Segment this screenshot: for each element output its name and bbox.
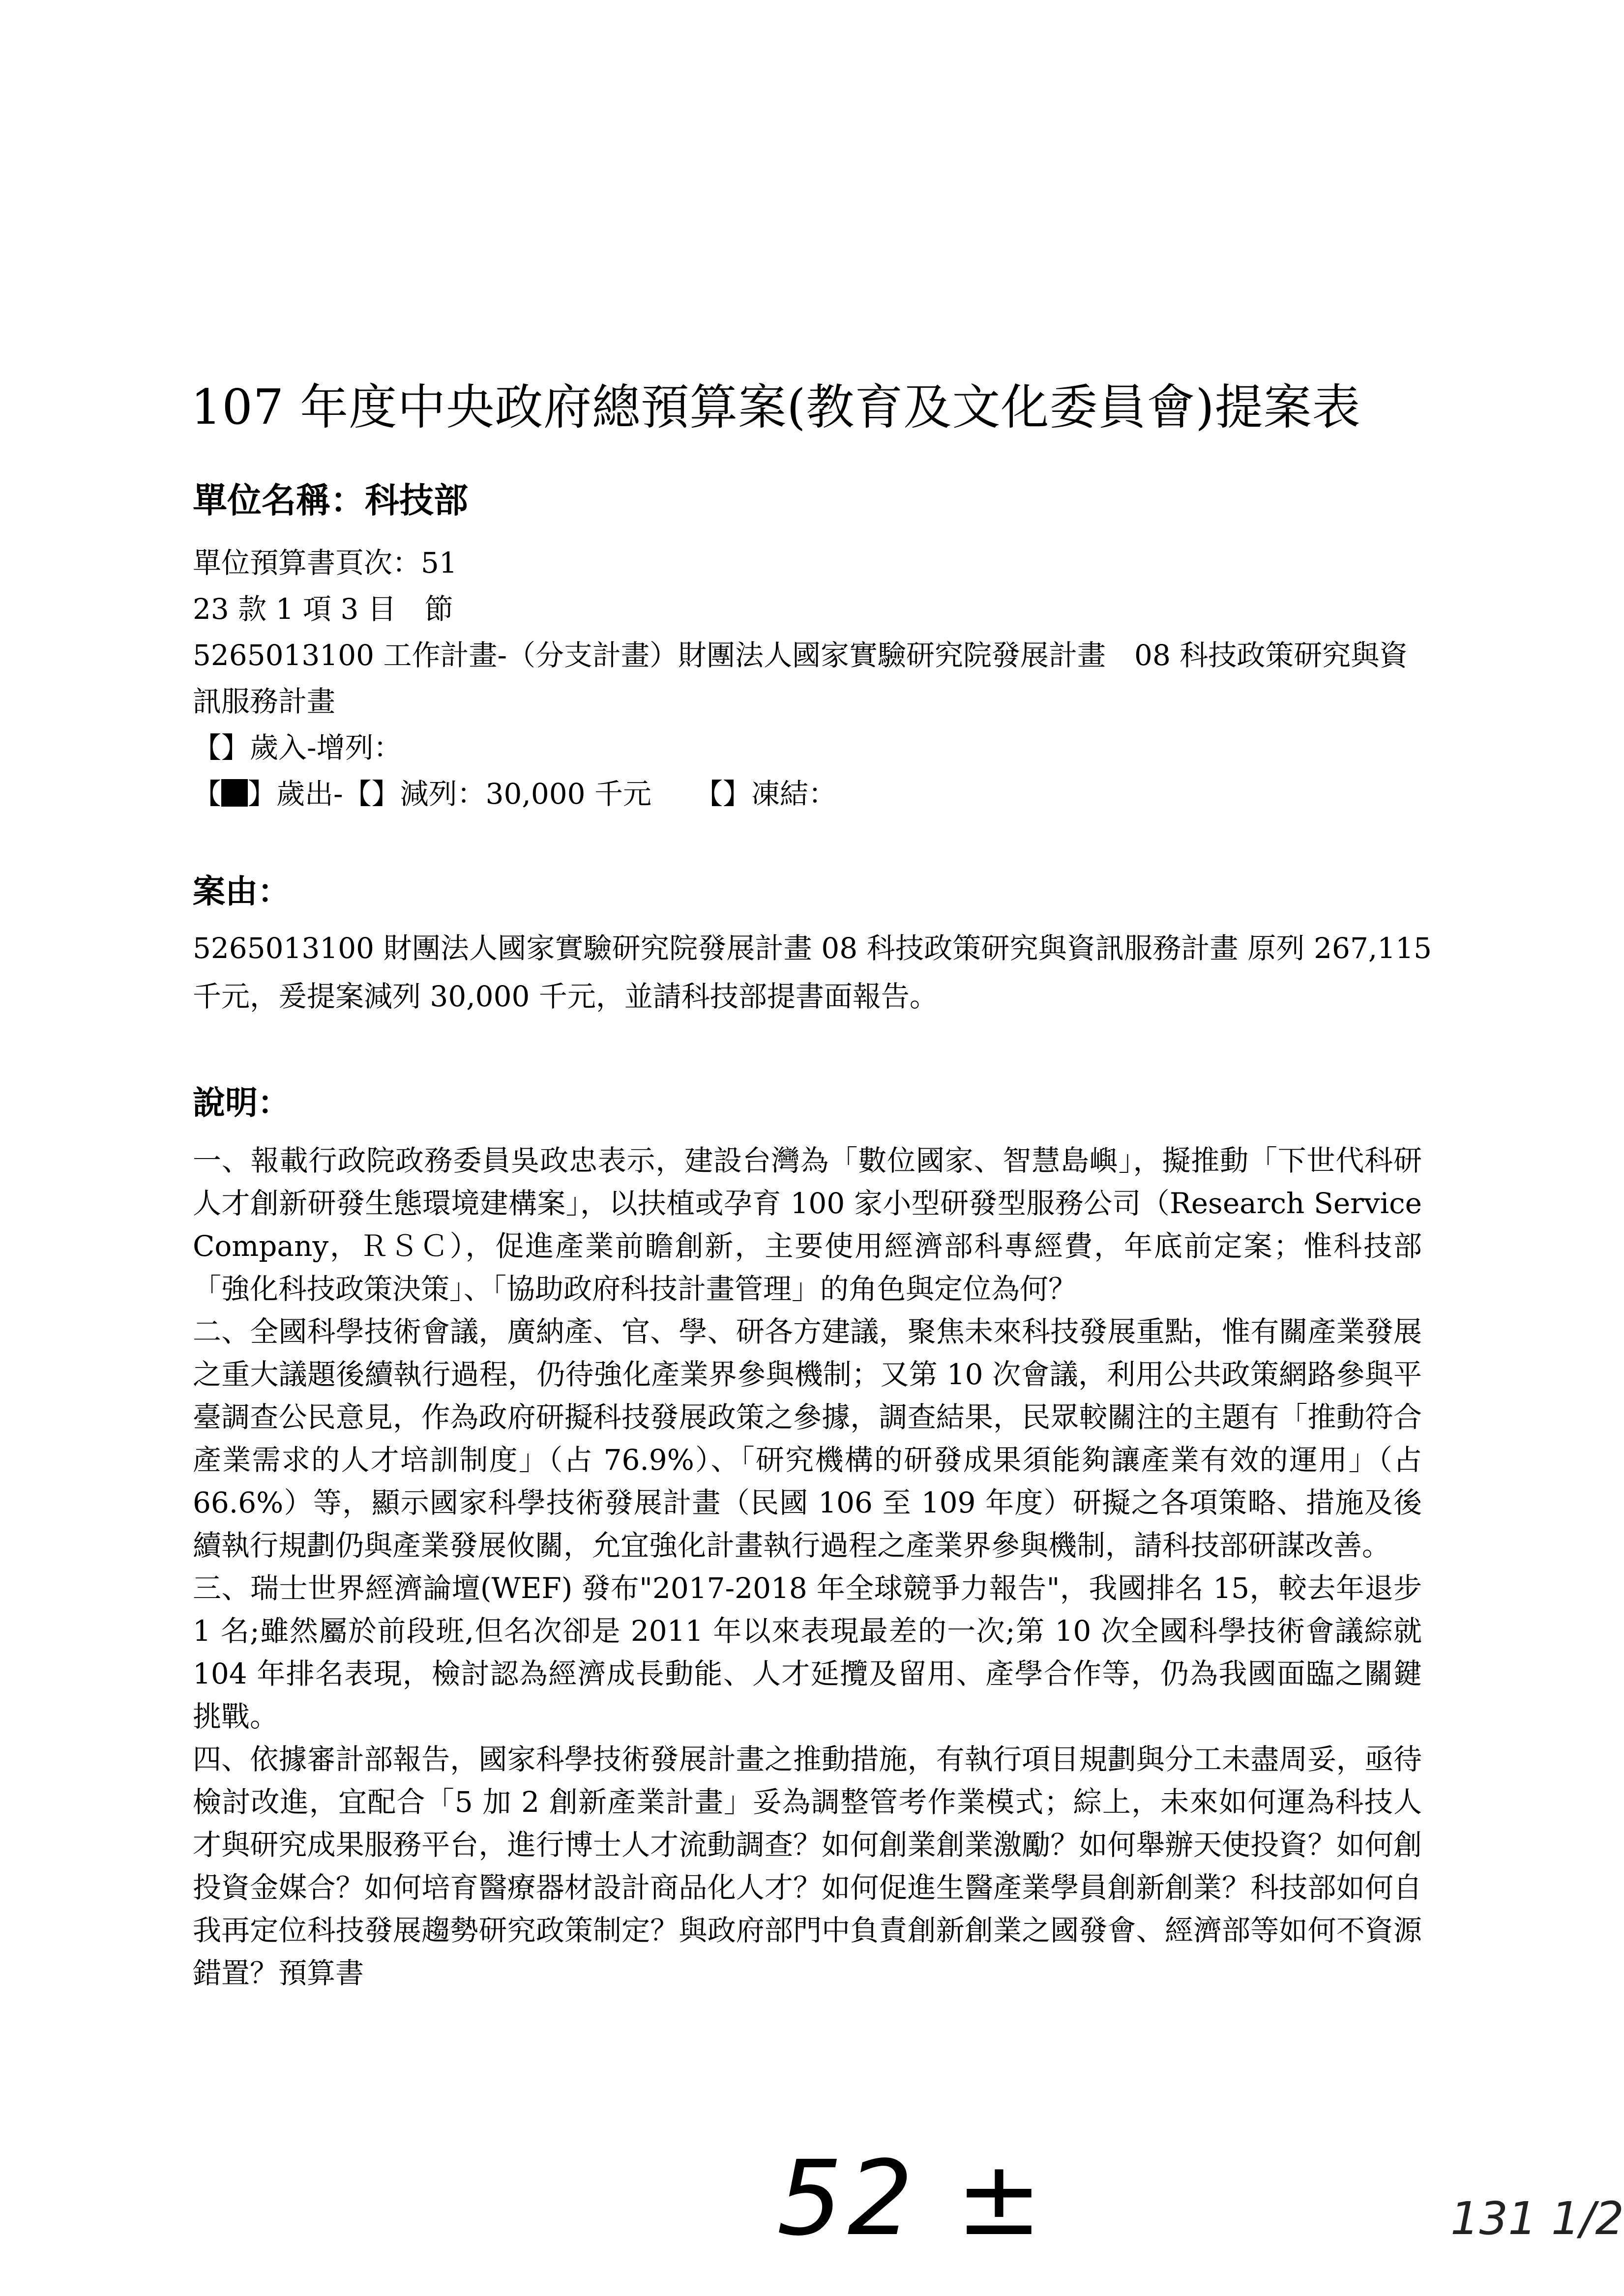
budget-meta [193,540,1432,817]
handwritten-page-number: 52 ± [777,2138,1047,2259]
expenditure-line [193,771,1432,817]
filled-checkbox-icon [221,779,248,807]
description-body [193,1139,1422,1995]
expenditure-suffix: 】歲出-【】減列：30,000 千元 【】凍結： [248,777,837,811]
description-paragraph-2: 二、全國科學技術會議，廣納產、官、學、研各方建議，聚焦未來科技發展重點，惟有關產業發展之重大議題後續執行過程，仍待強化產業界參與機制；又第 10 次會議，利用公共政策網路參與平臺調查公民意見，作為政府研擬科技發展政策之參據，調查結果，民眾較關注的主題有「推動符合產業需求的人才培訓制度」（占 76.9%）、「研究機構的研發成果須能夠讓產業有效的運用」（占 66.6%）等，顯示國家科學技術發展計畫（民國 106 至 109 年度）研擬之各項策略、措施及後續執行規劃仍與產業發展攸關，允宜強化計畫執行過程之產業界參與機制，請科技部研謀改善。 [193,1315,1422,1562]
budget-page-line: 單位預算書頁次：51 [193,546,457,580]
page-mark: 131 1/2 [1450,2192,1624,2245]
reason-heading: 案由： [193,872,290,910]
category-line: 23 款 1 項 3 目 節 [193,592,453,626]
expenditure-prefix: 【 [193,777,222,811]
description-paragraph-1: 一、報載行政院政務委員吳政忠表示，建設台灣為「數位國家、智慧島嶼」，擬推動「下世代科研人才創新研發生態環境建構案」，以扶植或孕育 100 家小型研發型服務公司（Research Service Company，ＲＳＣ），促進產業前瞻創新，主要使用經濟部科專經費，年底前定案；惟科技部「強化科技政策決策」、「協助政府科技計畫管理」的角色與定位為何？ [193,1144,1422,1306]
revenue-line: 【】歲入-增列： [193,731,402,764]
description-paragraph-3: 三、瑞士世界經濟論壇(WEF) 發布"2017-2018 年全球競爭力報告"，我國排名 15，較去年退步 1 名;雖然屬於前段班,但名次卻是 2011 年以來表現最差的一次;第 10 次全國科學技術會議綜就 104 年排名表現，檢討認為經濟成長動能、人才延攬及留用、產學合作等，仍為我國面臨之關鍵挑戰。 [193,1571,1422,1733]
reason-text: 5265013100 財團法人國家實驗研究院發展計畫 08 科技政策研究與資訊服務計畫 原列 267,115 千元，爰提案減列 30,000 千元，並請科技部提書面報告。 [193,931,1432,1013]
unit-name: 單位名稱：科技部 [193,480,468,521]
description-heading: 說明： [193,1083,290,1122]
plan-line: 5265013100 工作計畫-（分支計畫）財團法人國家實驗研究院發展計畫 08 科技政策研究與資訊服務計畫 [193,639,1408,718]
description-paragraph-4: 四、依據審計部報告，國家科學技術發展計畫之推動措施，有執行項目規劃與分工未盡周妥，亟待檢討改進，宜配合「5 加 2 創新產業計畫」妥為調整管考作業模式；綜上，未來如何運為科技人才與研究成果服務平台，進行博士人才流動調查？如何創業創業激勵？如何舉辦天使投資？如何創投資金媒合？如何培育醫療器材設計商品化人才？如何促進生醫產業學員創新創業？科技部如何自我再定位科技發展趨勢研究政策制定？與政府部門中負責創新創業之國發會、經濟部等如何不資源錯置？預算書 [193,1743,1422,1990]
document-title: 107 年度中央政府總預算案(教育及文化委員會)提案表 [191,379,1361,436]
